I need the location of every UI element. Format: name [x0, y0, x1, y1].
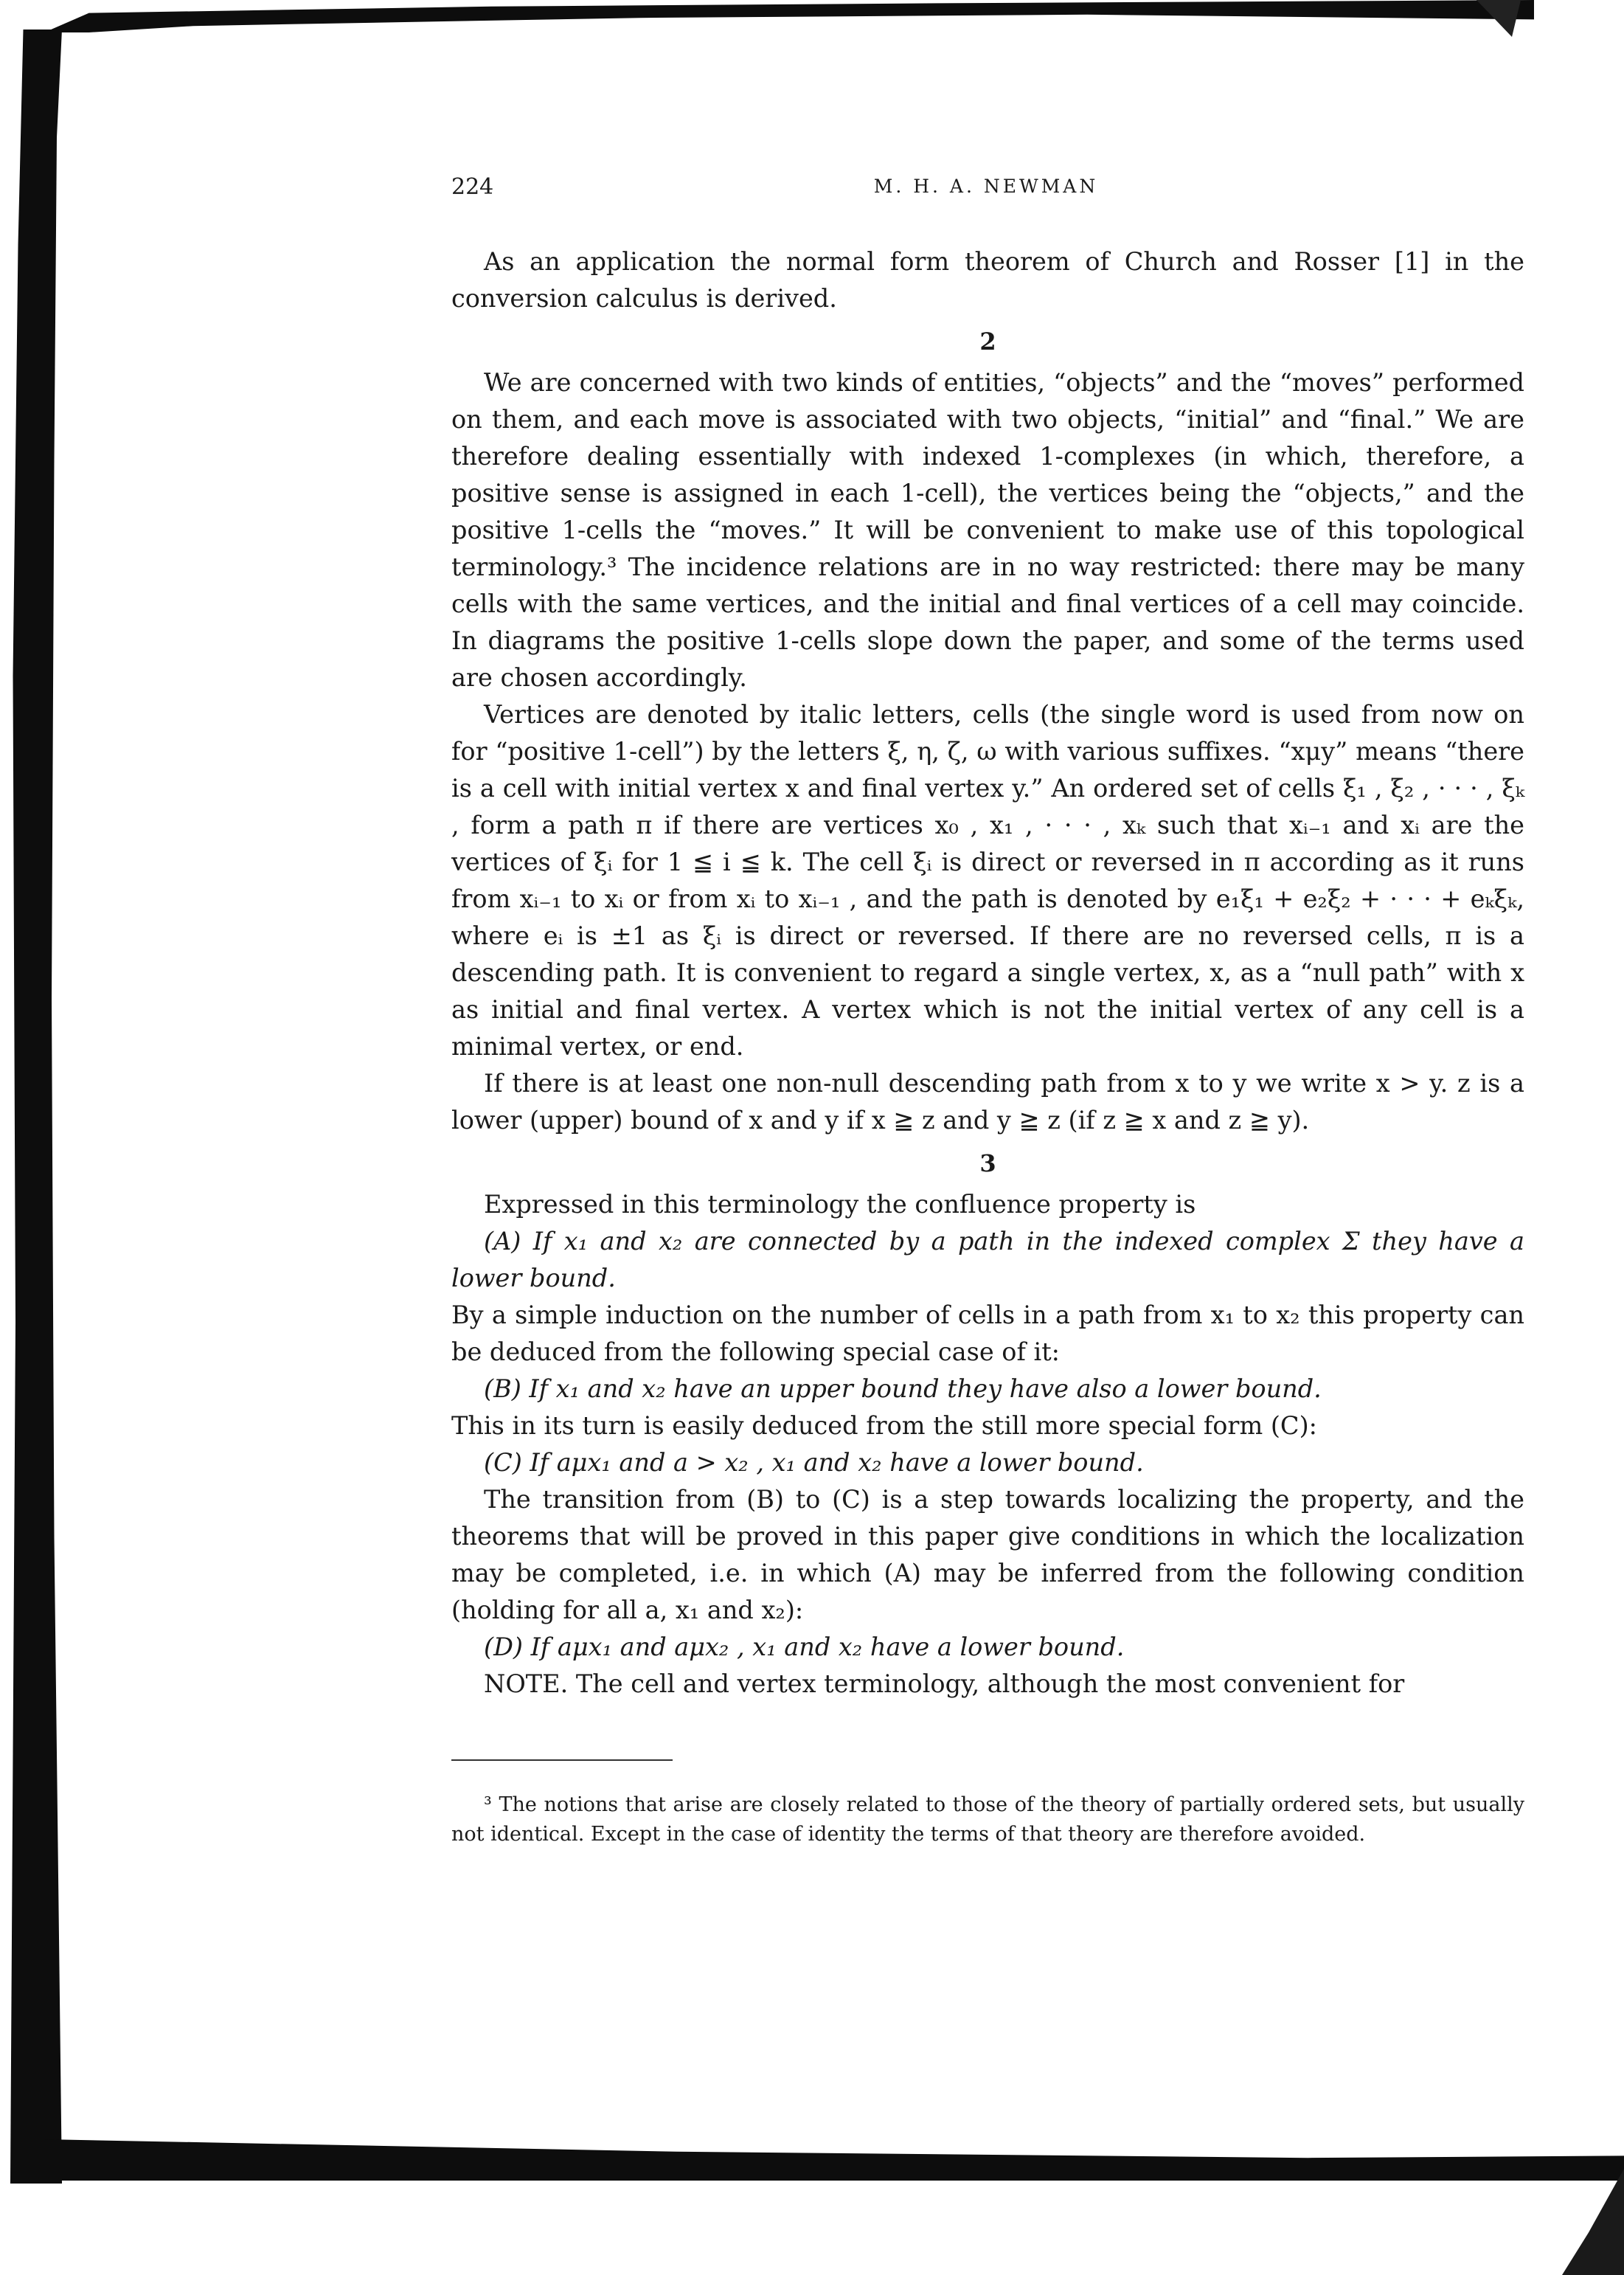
scan-edge-left — [10, 30, 62, 2184]
scan-corner-bottom-right — [1535, 2169, 1624, 2275]
paragraph: Expressed in this terminology the confluence property is — [484, 1190, 1196, 1219]
proposition-c: (C) If aμx₁ and a > x₂ , x₁ and x₂ have a lower bound. — [484, 1448, 1144, 1477]
page-header — [451, 174, 1521, 204]
scan-edge-bottom — [44, 2139, 1624, 2181]
paragraph: The transition from (B) to (C) is a step towards localizing the property, and the theorems that will be proved in this paper give conditions in which the localization may be completed, i.e. in which (A) may be inferred from the following condition (holding for all a, x₁ and x₂): — [451, 1485, 1524, 1624]
running-head: M. H. A. NEWMAN — [873, 176, 1099, 197]
paragraph: If there is at least one non-null descending path from x to y we write x > y. z is a lower (upper) bound of x and y if x ≧ z and y ≧ z (if z ≧ x and z ≧ y). — [451, 1069, 1524, 1135]
section-number: 2 — [979, 328, 996, 356]
paragraph: We are concerned with two kinds of entities, “objects” and the “moves” performed on them, and each move is associated with two objects, “initial” and “final.” We are therefore dealing essentially with indexed 1-complexes (in which, therefore, a positive sense is assigned in each 1-cell), the vertices being the “objects,” and the positive 1-cells the “moves.” It will be convenient to make use of this topological terminology.³ The incidence relations are in no way restricted: there may be many cells with the same vertices, and the initial and final vertices of a cell may coincide. In diagrams the positive 1-cells slope down the paper, and some of the terms used are chosen accordingly. — [451, 368, 1524, 692]
page-number: 224 — [451, 174, 494, 200]
page-body — [451, 243, 1524, 1703]
scan-edge-top — [44, 0, 1534, 32]
note-paragraph: NOTE. The cell and vertex terminology, although the most convenient for — [484, 1669, 1405, 1698]
section-number: 3 — [979, 1149, 996, 1177]
paragraph: This in its turn is easily deduced from the still more special form (C): — [451, 1411, 1317, 1440]
proposition-a: (A) If x₁ and x₂ are connected by a path in the indexed complex Σ they have a lower bound. — [451, 1227, 1524, 1292]
paragraph: Vertices are denoted by italic letters, cells (the single word is used from now on for “positive 1-cell”) by the letters ξ, η, ζ, ω with various suffixes. “xμy” means “there is a cell with initial vertex x and final vertex y.” An ordered set of cells ξ₁ , ξ₂ , · · · , ξₖ , form a path π if there are vertices x₀ , x₁ , · · · , xₖ such that xᵢ₋₁ and xᵢ are the vertices of ξᵢ for 1 ≦ i ≦ k. The cell ξᵢ is direct or reversed in π according as it runs from xᵢ₋₁ to xᵢ or from xᵢ to xᵢ₋₁ , and the path is denoted by e₁ξ₁ + e₂ξ₂ + · · · + eₖξₖ, where eᵢ is ±1 as ξᵢ is direct or reversed. If there are no reversed cells, π is a descending path. It is convenient to regard a single vertex, x, as a “null path” with x as initial and final vertex. A vertex which is not the initial vertex of any cell is a minimal vertex, or end. — [451, 700, 1524, 1061]
paragraph: As an application the normal form theorem of Church and Rosser [1] in the conversion calculus is derived. — [451, 247, 1524, 313]
footnote: ³ The notions that arise are closely related to those of the theory of partially ordered sets, but usually not identical. Except in the case of identity the terms of that theory are therefore avoided. — [451, 1793, 1524, 1846]
footnote-rule — [451, 1759, 673, 1761]
proposition-b: (B) If x₁ and x₂ have an upper bound they have also a lower bound. — [484, 1374, 1322, 1403]
paragraph: By a simple induction on the number of cells in a path from x₁ to x₂ this property can be deduced from the following special case of it: — [451, 1301, 1524, 1366]
proposition-d: (D) If aμx₁ and aμx₂ , x₁ and x₂ have a lower bound. — [484, 1632, 1125, 1661]
